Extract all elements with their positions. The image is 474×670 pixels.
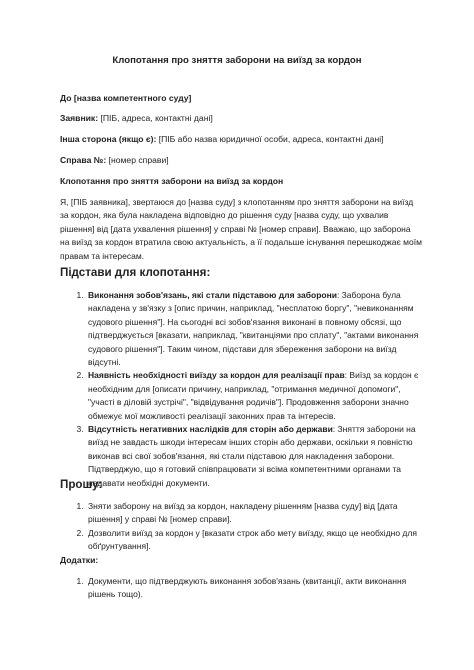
document-title: Клопотання про зняття заборони на виїзд за кордон [112, 55, 362, 66]
ground-text: : Виїзд за кордон є необхідним для [описати причину, наприклад, "отримання медичної допомоги", "участі в діловій зустрічі", "відвідування родичів"]. Продовження заборони значно обмежує мої можливості реалізації законних прав та інтересів. [88, 370, 419, 421]
applicant-line [60, 112, 213, 125]
list-item [86, 423, 422, 490]
requests-list [60, 500, 422, 554]
list-item: 1. Документи, що підтверджують виконання зобов'язань (квитанції, акти виконання рішень тощо). [86, 575, 422, 602]
case-line [60, 154, 169, 167]
attachments-list [60, 575, 422, 602]
intro-paragraph: Я, [ПІБ заявника], звертаюся до [назва суду] з клопотанням про зняття заборони на виїзд за кордон, яка була накладена відповідно до рішення суду [назва суду, що ухвалив рішення] від [дата ухвалення рішення] у справі № [номер справи]. Вважаю, що заборона на виїзд за кордон втратила свою актуальність, а її подальше існування перешкоджає моїм правам та інтересам. [60, 197, 422, 261]
other-party-line [60, 133, 384, 146]
attachments-heading: Додатки: [60, 555, 99, 565]
list-item: 1. Зняти заборону на виїзд за кордон, накладену рішенням [назва суду] від [дата рішення] у справі № [номер справи]. [86, 500, 422, 527]
addressee-text: До [назва компетентного суду] [60, 93, 192, 103]
case-label: Справа №: [60, 155, 107, 165]
applicant-value: [ПІБ, адреса, контактні дані] [98, 113, 213, 123]
addressee-line [60, 92, 191, 105]
applicant-label: Заявник: [60, 113, 99, 123]
attachments-heading-line [60, 554, 98, 567]
grounds-list [60, 289, 422, 490]
ground-title: Виконання зобов'язань, які стали підставою для заборони [88, 290, 337, 300]
list-item [86, 289, 422, 369]
subtitle-line [60, 175, 283, 188]
requests-heading: Прошу: [60, 478, 103, 491]
ground-text: : Заборона була накладена у зв'язку з [опис причин, наприклад, "несплатою боргу", "невиконанням судового рішення"]. На сьогодні всі зобов'язання виконані в повному обсязі, що підтверджується [вказати, наприклад, "квитанціями про сплату", "актами виконання судового рішення"]. Таким чином, підстави для збереження заборони на виїзд відсутні. [88, 290, 419, 368]
case-value: [номер справи] [106, 155, 169, 165]
list-item: 2. Дозволити виїзд за кордон у [вказати строк або мету виїзду, якщо це необхідно для обґрунтування]. [86, 527, 422, 554]
ground-text: : Зняття заборони на виїзд не завдасть шкоди інтересам інших сторін або держави, оскільки я повністю виконав всі свої зобов'язання, які стали підставою для накладення заборони. Підтверджую, що я готовий співпрацювати зі всіма компетентними органами та надавати необхідні документи. [88, 424, 416, 488]
other-party-label: Інша сторона (якщо є): [60, 134, 157, 144]
document-subtitle: Клопотання про зняття заборони на виїзд за кордон [60, 176, 284, 186]
other-party-value: [ПІБ або назва юридичної особи, адреса, контактні дані] [156, 134, 384, 144]
list-item [86, 369, 422, 423]
grounds-heading: Підстави для клопотання: [60, 266, 211, 279]
ground-title: Наявність необхідності виїзду за кордон для реалізації прав [88, 370, 345, 381]
ground-title: Відсутність негативних наслідків для сторін або держави [88, 424, 333, 435]
